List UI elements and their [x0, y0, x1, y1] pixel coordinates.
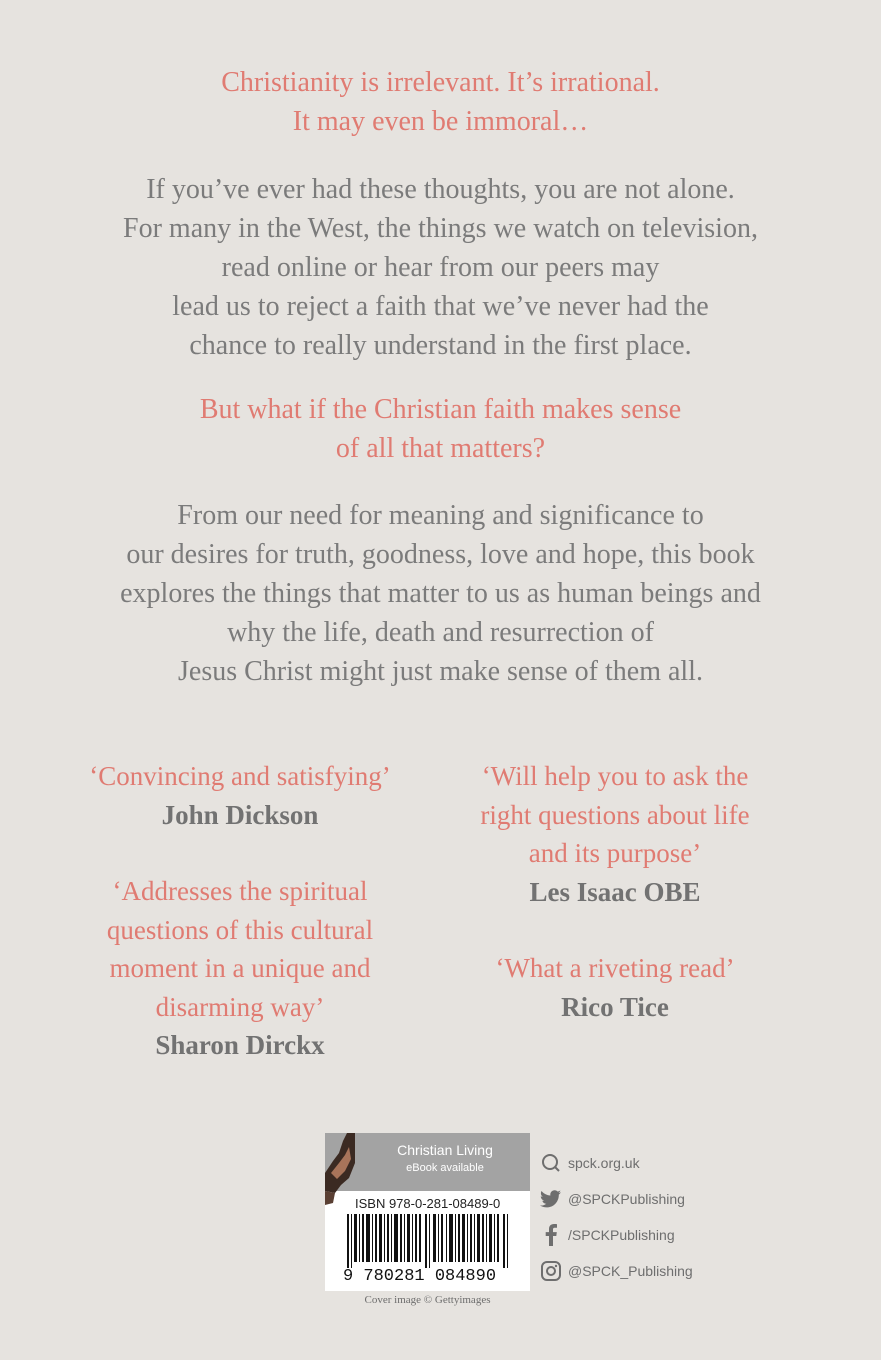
quote-line: ‘Addresses the spiritual: [112, 876, 368, 906]
social-links: [540, 1145, 693, 1289]
intro-line: It may even be immoral…: [292, 106, 589, 137]
paragraph-line: read online or hear from our peers may: [221, 252, 660, 283]
social-text: @SPCK_Publishing: [568, 1263, 693, 1279]
social-text: @SPCKPublishing: [568, 1191, 685, 1207]
quote-line: ‘What a riveting read’: [495, 953, 735, 983]
social-instagram[interactable]: [540, 1253, 693, 1289]
paragraph-line: If you’ve ever had these thoughts, you are not alone.: [146, 174, 735, 205]
social-text: spck.org.uk: [568, 1155, 640, 1171]
barcode-panel: [325, 1133, 530, 1291]
social-facebook[interactable]: [540, 1217, 693, 1253]
quote-line: moment in a unique and: [109, 953, 371, 983]
quote-line: questions of this cultural: [106, 914, 374, 945]
barcode-number: 9 780281 084890: [343, 1267, 497, 1286]
paragraph-line: our desires for truth, goodness, love and hope, this book: [126, 539, 755, 570]
description-paragraph: [0, 496, 881, 691]
quote-author: Rico Tice: [561, 991, 669, 1022]
paragraph-line: why the life, death and resurrection of: [227, 617, 654, 648]
endorsement-john-dickson: [40, 757, 440, 834]
quote-author: John Dickson: [161, 799, 319, 830]
paragraph-line: chance to really understand in the first place.: [189, 330, 692, 361]
paragraph-line: explores the things that matter to us as human beings and: [120, 578, 761, 609]
endorsement-les-isaac: [415, 757, 815, 911]
quote-author: Sharon Dirckx: [155, 1030, 325, 1060]
intro-paragraph: [0, 170, 881, 365]
search-icon: [540, 1152, 562, 1174]
question-line: But what if the Christian faith makes sense: [199, 394, 682, 425]
barcode-icon: [347, 1214, 512, 1268]
quote-line: ‘Will help you to ask the: [481, 761, 749, 791]
paragraph-line: Jesus Christ might just make sense of them all.: [178, 656, 703, 687]
isbn-text: ISBN 978-0-281-08489-0: [355, 1196, 501, 1211]
category-label: Christian Living: [397, 1142, 493, 1158]
endorsement-sharon-dirckx: [40, 872, 440, 1065]
instagram-icon: [540, 1260, 562, 1282]
paragraph-line: For many in the West, the things we watch on television,: [123, 213, 758, 244]
quote-line: right questions about life: [480, 799, 750, 830]
ebook-label: eBook available: [406, 1162, 484, 1174]
social-website[interactable]: [540, 1145, 693, 1181]
paragraph-line: lead us to reject a faith that we’ve never had the: [172, 291, 709, 322]
quote-line: disarming way’: [155, 991, 325, 1022]
cover-credit: Cover image © Gettyimages: [364, 1294, 491, 1306]
quote-line: and its purpose’: [528, 838, 702, 868]
intro-line: Christianity is irrelevant. It’s irrational.: [221, 67, 660, 98]
twitter-icon: [540, 1188, 562, 1210]
facebook-icon: [540, 1224, 562, 1246]
question-heading: [0, 390, 881, 468]
social-twitter[interactable]: [540, 1181, 693, 1217]
question-line: of all that matters?: [335, 433, 546, 464]
intro-quote: [0, 63, 881, 141]
quote-line: ‘Convincing and satisfying’: [89, 761, 391, 791]
social-text: /SPCKPublishing: [568, 1227, 675, 1243]
endorsement-rico-tice: [415, 949, 815, 1026]
quote-author: Les Isaac OBE: [529, 876, 701, 907]
paragraph-line: From our need for meaning and significance to: [177, 500, 704, 531]
